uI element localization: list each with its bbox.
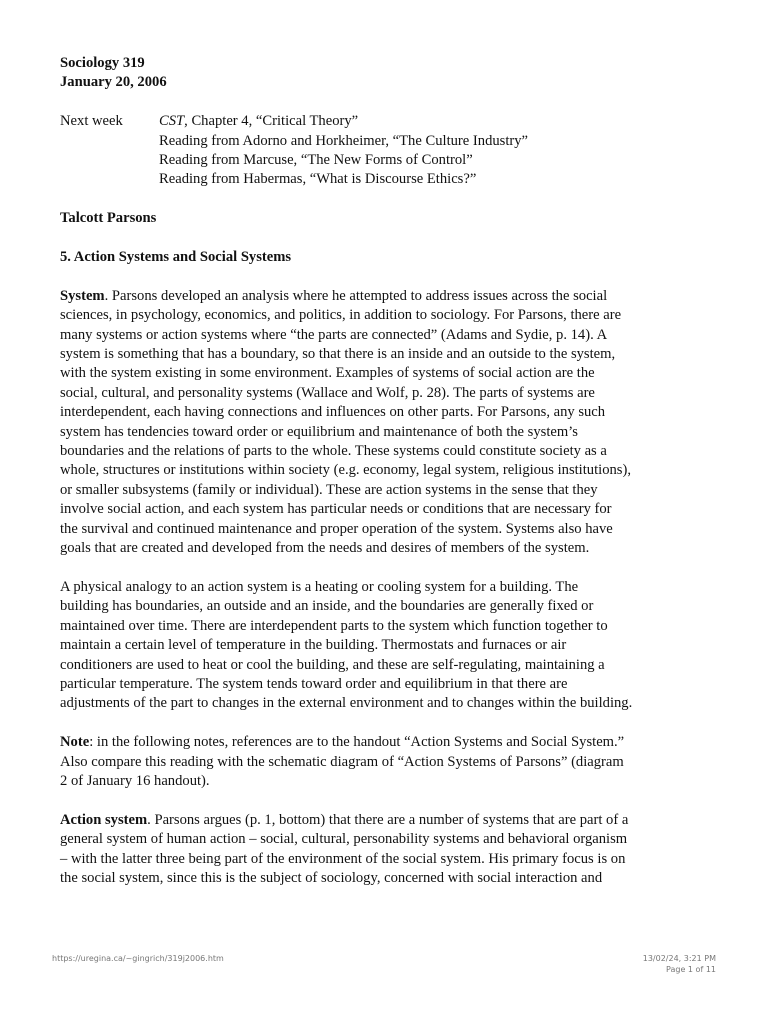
text-line: general system of human action – social, cultural, personability systems and behavioral organism xyxy=(60,831,628,848)
text-line: maintain a certain level of temperature in the building. Thermostats and furnaces or air xyxy=(60,637,567,654)
text-line: Also compare this reading with the schematic diagram of “Action Systems of Parsons” (diagram xyxy=(60,753,624,770)
text-line: involve social action, and each system has particular needs or conditions that are necessary for xyxy=(60,501,612,518)
text-line: A physical analogy to an action system is a heating or cooling system for a building. The xyxy=(60,578,579,595)
action-system-term: Action system xyxy=(60,811,148,828)
next-week-block xyxy=(60,112,712,190)
text-line: building has boundaries, an outside and an inside, and the boundaries are generally fixed or xyxy=(60,598,594,615)
text-line: whole, structures or institutions within society (e.g. economy, legal system, religious institutions), xyxy=(60,462,631,479)
text-line: sciences, in psychology, economics, and politics, in addition to sociology. For Parsons, there are xyxy=(60,307,622,324)
print-meta xyxy=(643,953,716,975)
document-page xyxy=(60,54,712,888)
section-heading: 5. Action Systems and Social Systems xyxy=(60,249,292,266)
text-line xyxy=(60,287,712,306)
text-span: . Parsons argues (p. 1, bottom) that there are a number of systems that are part of a xyxy=(147,811,629,828)
text-span: : in the following notes, references are to the handout “Action Systems and Social System.” xyxy=(89,734,625,751)
text-span: . Parsons developed an analysis where he attempted to address issues across the social xyxy=(104,287,608,304)
note-term: Note xyxy=(60,734,90,751)
text-line: the survival and continued maintenance and proper operation of the system. Systems also have xyxy=(60,520,613,537)
reading-item: Reading from Adorno and Horkheimer, “The Culture Industry” xyxy=(159,132,529,149)
text-line: interdependent, each having connections and influences on other parts. For Parsons, any such xyxy=(60,404,606,421)
text-line: maintained over time. There are interdependent parts to the system which function together to xyxy=(60,617,608,634)
text-line: conditioners are used to heat or cool the building, and these are self-regulating, maintaining a xyxy=(60,656,605,673)
text-line xyxy=(60,811,712,830)
action-system-paragraph xyxy=(60,811,712,889)
note-paragraph xyxy=(60,733,712,791)
page-number: Page 1 of 11 xyxy=(666,965,716,974)
text-line: system is something that has a boundary, so that there is an inside and an outside to the system, xyxy=(60,346,616,363)
text-line: with the system existing in some environment. Examples of systems of social action are the xyxy=(60,365,595,382)
text-line: goals that are created and developed from the needs and desires of members of the system. xyxy=(60,540,590,557)
text-line: adjustments of the part to changes in the external environment and to changes within the building. xyxy=(60,695,633,712)
cst-title: CST xyxy=(159,113,185,130)
system-paragraph xyxy=(60,287,712,559)
analogy-paragraph xyxy=(60,578,712,714)
reading-item: Reading from Marcuse, “The New Forms of Control” xyxy=(159,152,473,169)
topic-heading: Talcott Parsons xyxy=(60,210,157,227)
print-timestamp: 13/02/24, 3:21 PM xyxy=(642,954,716,963)
text-line: the social system, since this is the subject of sociology, concerned with social interaction and xyxy=(60,869,603,886)
reading-item: Reading from Habermas, “What is Discourse Ethics?” xyxy=(159,171,477,188)
text-line: 2 of January 16 handout). xyxy=(60,772,210,789)
reading-item-text: , Chapter 4, “Critical Theory” xyxy=(184,113,359,130)
text-line: many systems or action systems where “the parts are connected” (Adams and Sydie, p. 14). A xyxy=(60,326,608,343)
text-line: system has tendencies toward order or equilibrium and maintenance of both the system’s xyxy=(60,423,578,440)
text-line: – with the latter three being part of the environment of the social system. His primary focus is on xyxy=(60,850,626,867)
text-line: social, cultural, and personality systems (Wallace and Wolf, p. 28). The parts of systems are xyxy=(60,384,595,401)
text-line xyxy=(60,733,712,752)
document-date: January 20, 2006 xyxy=(60,74,167,91)
text-line: particular temperature. The system tends toward order and equilibrium in that there are xyxy=(60,675,568,692)
reading-item xyxy=(159,112,712,131)
course-title: Sociology 319 xyxy=(60,55,145,71)
source-url[interactable]: https://uregina.ca/~gingrich/319j2006.htm xyxy=(52,954,224,963)
next-week-label: Next week xyxy=(60,113,123,130)
text-line: or smaller subsystems (family or individual). These are action systems in the sense that they xyxy=(60,481,598,498)
system-term: System xyxy=(60,287,105,304)
text-line: boundaries and the relations of parts to the whole. These systems could constitute society as a xyxy=(60,443,607,460)
